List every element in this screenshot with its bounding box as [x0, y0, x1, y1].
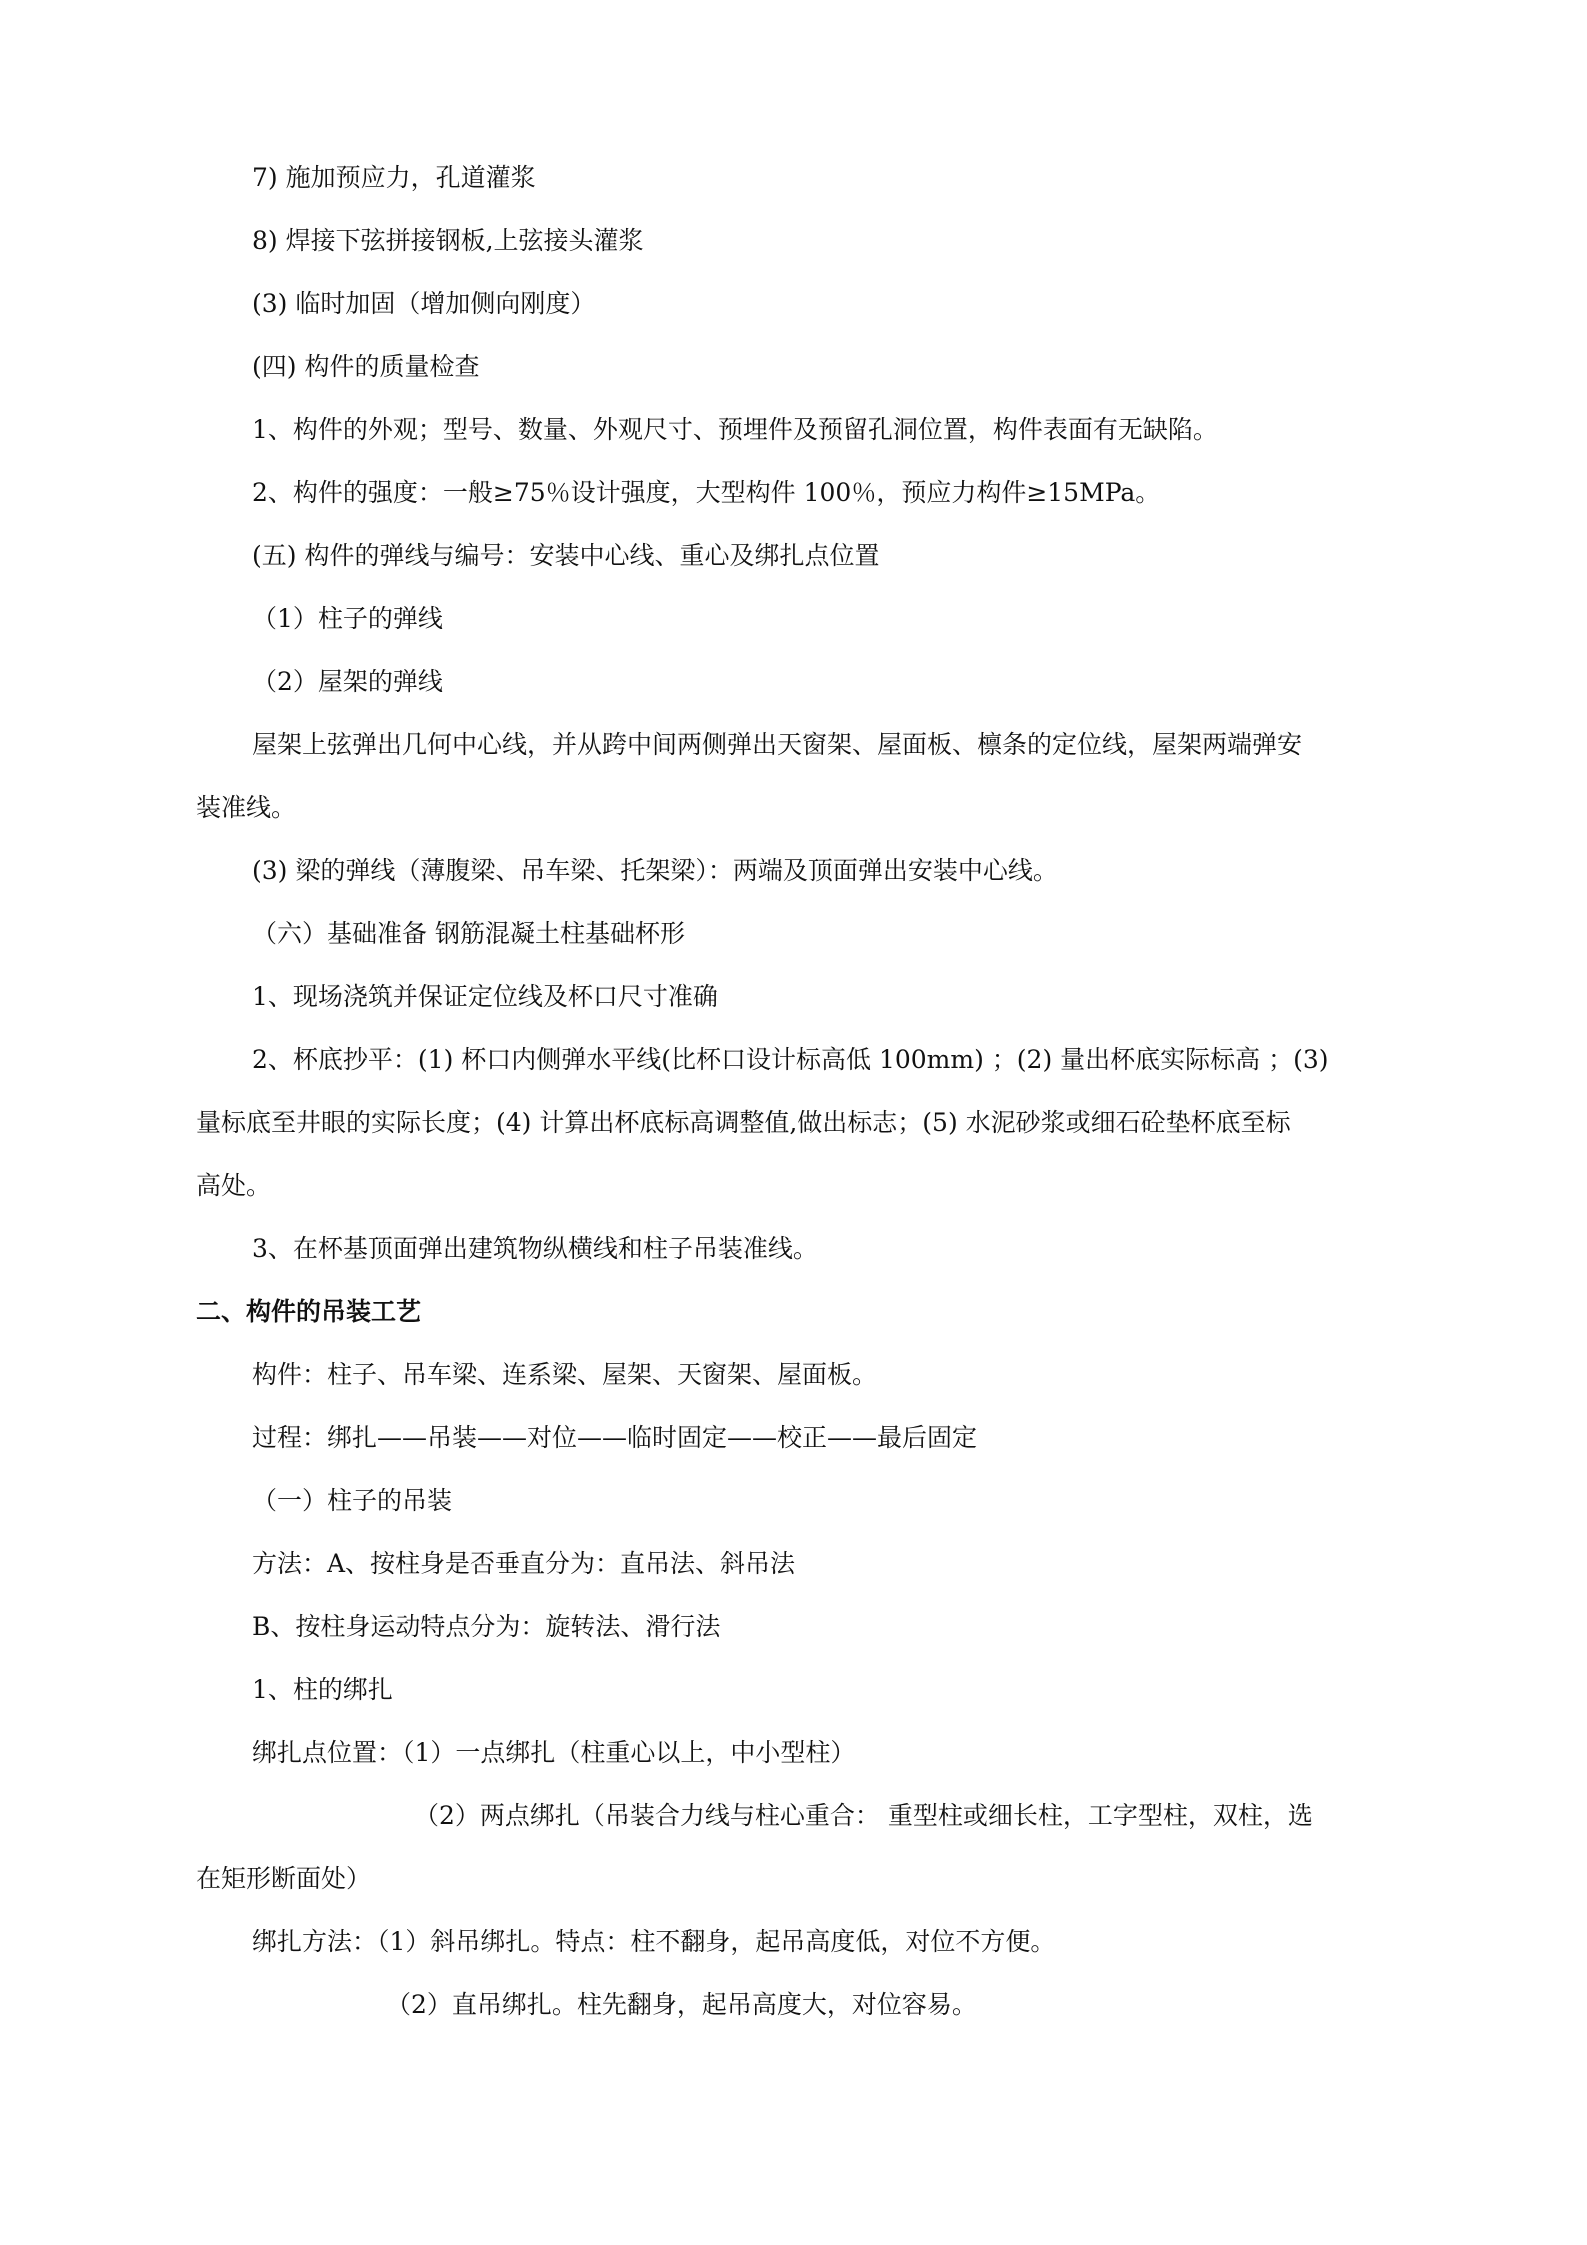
- section-heading: 二、构件的吊装工艺: [196, 1297, 422, 1326]
- text-line: （1）柱子的弹线: [252, 604, 443, 633]
- text-line: 装准线。: [196, 793, 297, 822]
- text-line: (四) 构件的质量检查: [252, 352, 480, 381]
- text-line: 8) 焊接下弦拼接钢板,上弦接头灌浆: [252, 226, 644, 255]
- text-line: 过程：绑扎——吊装——对位——临时固定——校正——最后固定: [252, 1423, 978, 1452]
- text-line: （六）基础准备 钢筋混凝土柱基础杯形: [252, 919, 685, 948]
- text-line: (3) 梁的弹线（薄腹梁、吊车梁、托架梁）：两端及顶面弹出安装中心线。: [252, 856, 1058, 885]
- text-line: 7) 施加预应力，孔道灌浆: [252, 163, 536, 192]
- text-line: 1、构件的外观；型号、数量、外观尺寸、预埋件及预留孔洞位置，构件表面有无缺陷。: [252, 415, 1218, 444]
- text-line: 绑扎方法：（1）斜吊绑扎。特点：柱不翻身，起吊高度低，对位不方便。: [252, 1927, 1056, 1956]
- text-line: 2、杯底抄平：(1) 杯口内侧弹水平线(比杯口设计标高低 100mm) ；(2) 量出杯底实际标高 ；(3): [252, 1045, 1329, 1074]
- text-line: (3) 临时加固（增加侧向刚度）: [252, 289, 596, 318]
- text-line: 构件：柱子、吊车梁、连系梁、屋架、天窗架、屋面板。: [252, 1360, 878, 1389]
- text-line: 方法：A、按柱身是否垂直分为：直吊法、斜吊法: [252, 1549, 796, 1578]
- text-line: 在矩形断面处）: [196, 1864, 372, 1893]
- text-line: 屋架上弦弹出几何中心线，并从跨中间两侧弹出天窗架、屋面板、檩条的定位线，屋架两端弹安: [252, 730, 1303, 759]
- text-line: (五) 构件的弹线与编号：安装中心线、重心及绑扎点位置: [252, 541, 880, 570]
- text-line: 1、柱的绑扎: [252, 1675, 393, 1704]
- text-line: 量标底至井眼的实际长度；(4) 计算出杯底标高调整值,做出标志；(5) 水泥砂浆或细石砼垫杯底至标: [196, 1108, 1291, 1137]
- text-line: （2）两点绑扎（吊装合力线与柱心重合： 重型柱或细长柱，工字型柱，双柱，选: [414, 1801, 1313, 1830]
- text-line: 高处。: [196, 1171, 272, 1200]
- text-line: （2）直吊绑扎。柱先翻身，起吊高度大，对位容易。: [386, 1990, 977, 2019]
- text-line: 2、构件的强度：一般≥75％设计强度，大型构件 100％，预应力构件≥15MPa。: [252, 478, 1161, 507]
- text-line: （2）屋架的弹线: [252, 667, 443, 696]
- text-line: 3、在杯基顶面弹出建筑物纵横线和柱子吊装准线。: [252, 1234, 818, 1263]
- text-line: （一）柱子的吊装: [252, 1486, 453, 1515]
- text-line: 绑扎点位置：（1）一点绑扎（柱重心以上，中小型柱）: [252, 1738, 856, 1767]
- text-line: B、按柱身运动特点分为：旋转法、滑行法: [252, 1612, 721, 1641]
- text-line: 1、现场浇筑并保证定位线及杯口尺寸准确: [252, 982, 718, 1011]
